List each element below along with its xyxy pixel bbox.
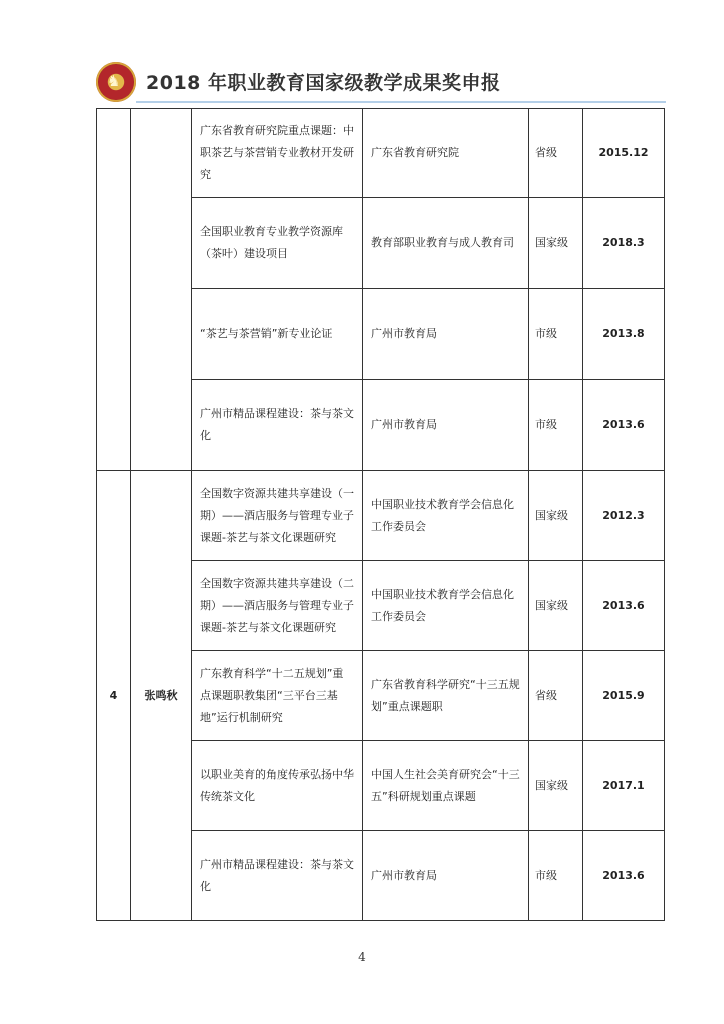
source-cell: 中国职业技术教育学会信息化工作委员会	[363, 471, 529, 561]
source-cell: 广东省教育研究院	[363, 109, 529, 198]
row-number-cell	[97, 109, 131, 471]
source-cell: 广州市教育局	[363, 289, 529, 380]
project-cell: 广州市精品课程建设：茶与茶文化	[192, 831, 363, 921]
source-cell: 广东省教育科学研究“十三五规划”重点课题职	[363, 651, 529, 741]
source-cell: 中国人生社会美育研究会“十三五”科研规划重点课题	[363, 741, 529, 831]
row-number-cell: 4	[97, 471, 131, 921]
page-number: 4	[358, 950, 366, 964]
level-cell: 国家级	[529, 471, 583, 561]
project-cell: 全国职业教育专业教学资源库（茶叶）建设项目	[192, 198, 363, 289]
date-cell: 2015.9	[583, 651, 665, 741]
date-cell: 2013.6	[583, 831, 665, 921]
source-cell: 广州市教育局	[363, 831, 529, 921]
date-cell: 2013.8	[583, 289, 665, 380]
person-name-cell: 张鸣秋	[131, 471, 192, 921]
level-cell: 国家级	[529, 561, 583, 651]
level-cell: 国家级	[529, 198, 583, 289]
document-header	[96, 62, 666, 106]
date-cell: 2012.3	[583, 471, 665, 561]
level-cell: 市级	[529, 831, 583, 921]
level-cell: 省级	[529, 109, 583, 198]
source-cell: 广州市教育局	[363, 380, 529, 471]
level-cell: 省级	[529, 651, 583, 741]
school-emblem-logo	[96, 62, 136, 102]
achievements-table	[96, 108, 665, 921]
level-cell: 市级	[529, 380, 583, 471]
table-row	[97, 109, 665, 198]
date-cell: 2018.3	[583, 198, 665, 289]
header-divider	[136, 101, 666, 103]
date-cell: 2017.1	[583, 741, 665, 831]
project-cell: 以职业美育的角度传承弘扬中华传统茶文化	[192, 741, 363, 831]
project-cell: “茶艺与茶营销”新专业论证	[192, 289, 363, 380]
project-cell: 广东教育科学“十二五规划”重点课题职教集团“三平台三基地”运行机制研究	[192, 651, 363, 741]
person-name-cell	[131, 109, 192, 471]
project-cell: 全国数字资源共建共享建设（一期）——酒店服务与管理专业子课题-茶艺与茶文化课题研究	[192, 471, 363, 561]
project-cell: 全国数字资源共建共享建设（二期）——酒店服务与管理专业子课题-茶艺与茶文化课题研究	[192, 561, 363, 651]
date-cell: 2013.6	[583, 561, 665, 651]
level-cell: 国家级	[529, 741, 583, 831]
level-cell: 市级	[529, 289, 583, 380]
header-title: 2018 年职业教育国家级教学成果奖申报	[146, 72, 501, 94]
horse-icon: ♞	[107, 72, 121, 90]
date-cell: 2013.6	[583, 380, 665, 471]
source-cell: 教育部职业教育与成人教育司	[363, 198, 529, 289]
project-cell: 广东省教育研究院重点课题：中职茶艺与茶营销专业教材开发研究	[192, 109, 363, 198]
date-cell: 2015.12	[583, 109, 665, 198]
project-cell: 广州市精品课程建设：茶与茶文化	[192, 380, 363, 471]
source-cell: 中国职业技术教育学会信息化工作委员会	[363, 561, 529, 651]
table-row	[97, 471, 665, 561]
